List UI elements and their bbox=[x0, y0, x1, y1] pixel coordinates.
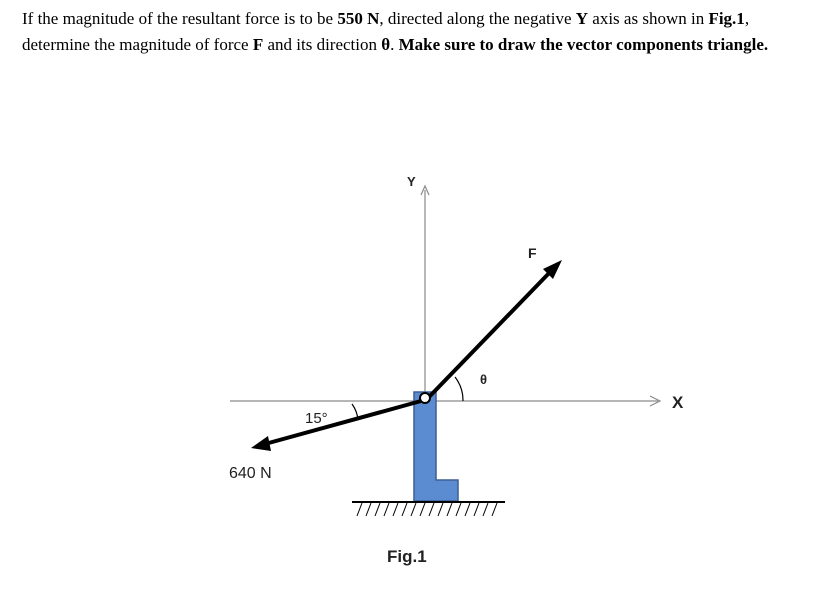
force-f-ref: F bbox=[252, 35, 264, 54]
instruction-text: Make sure to draw the vector components triangle. bbox=[398, 35, 769, 54]
problem-text-4: , determine the magnitude of force bbox=[22, 9, 750, 54]
angle-15-label: 15° bbox=[305, 410, 328, 427]
force-f-label: F bbox=[528, 245, 537, 261]
theta-label: θ bbox=[480, 372, 488, 387]
y-axis-ref: Y bbox=[575, 9, 589, 28]
problem-text-3: axis as shown in bbox=[588, 9, 709, 28]
problem-text-6: . bbox=[390, 35, 399, 54]
x-axis-label: X bbox=[672, 393, 684, 412]
force-640-vector bbox=[265, 401, 421, 444]
resultant-force-value: 550 N bbox=[337, 9, 380, 28]
force-f-vector bbox=[429, 269, 553, 397]
problem-text-2: , directed along the negative bbox=[379, 9, 576, 28]
theta-ref: θ bbox=[381, 35, 391, 54]
y-axis-label: Y bbox=[407, 174, 416, 189]
figure-caption: Fig.1 bbox=[387, 547, 427, 566]
force-640-label: 640 N bbox=[229, 465, 272, 482]
force-640-arrowhead bbox=[251, 436, 271, 451]
figure-ref: Fig.1 bbox=[708, 9, 745, 28]
problem-text-1: If the magnitude of the resultant force is to be bbox=[22, 9, 338, 28]
problem-text-5: and its direction bbox=[263, 35, 382, 54]
pin-joint bbox=[420, 393, 430, 403]
ground-hatching bbox=[357, 503, 497, 516]
theta-arc bbox=[455, 377, 463, 401]
support-post bbox=[414, 392, 458, 501]
